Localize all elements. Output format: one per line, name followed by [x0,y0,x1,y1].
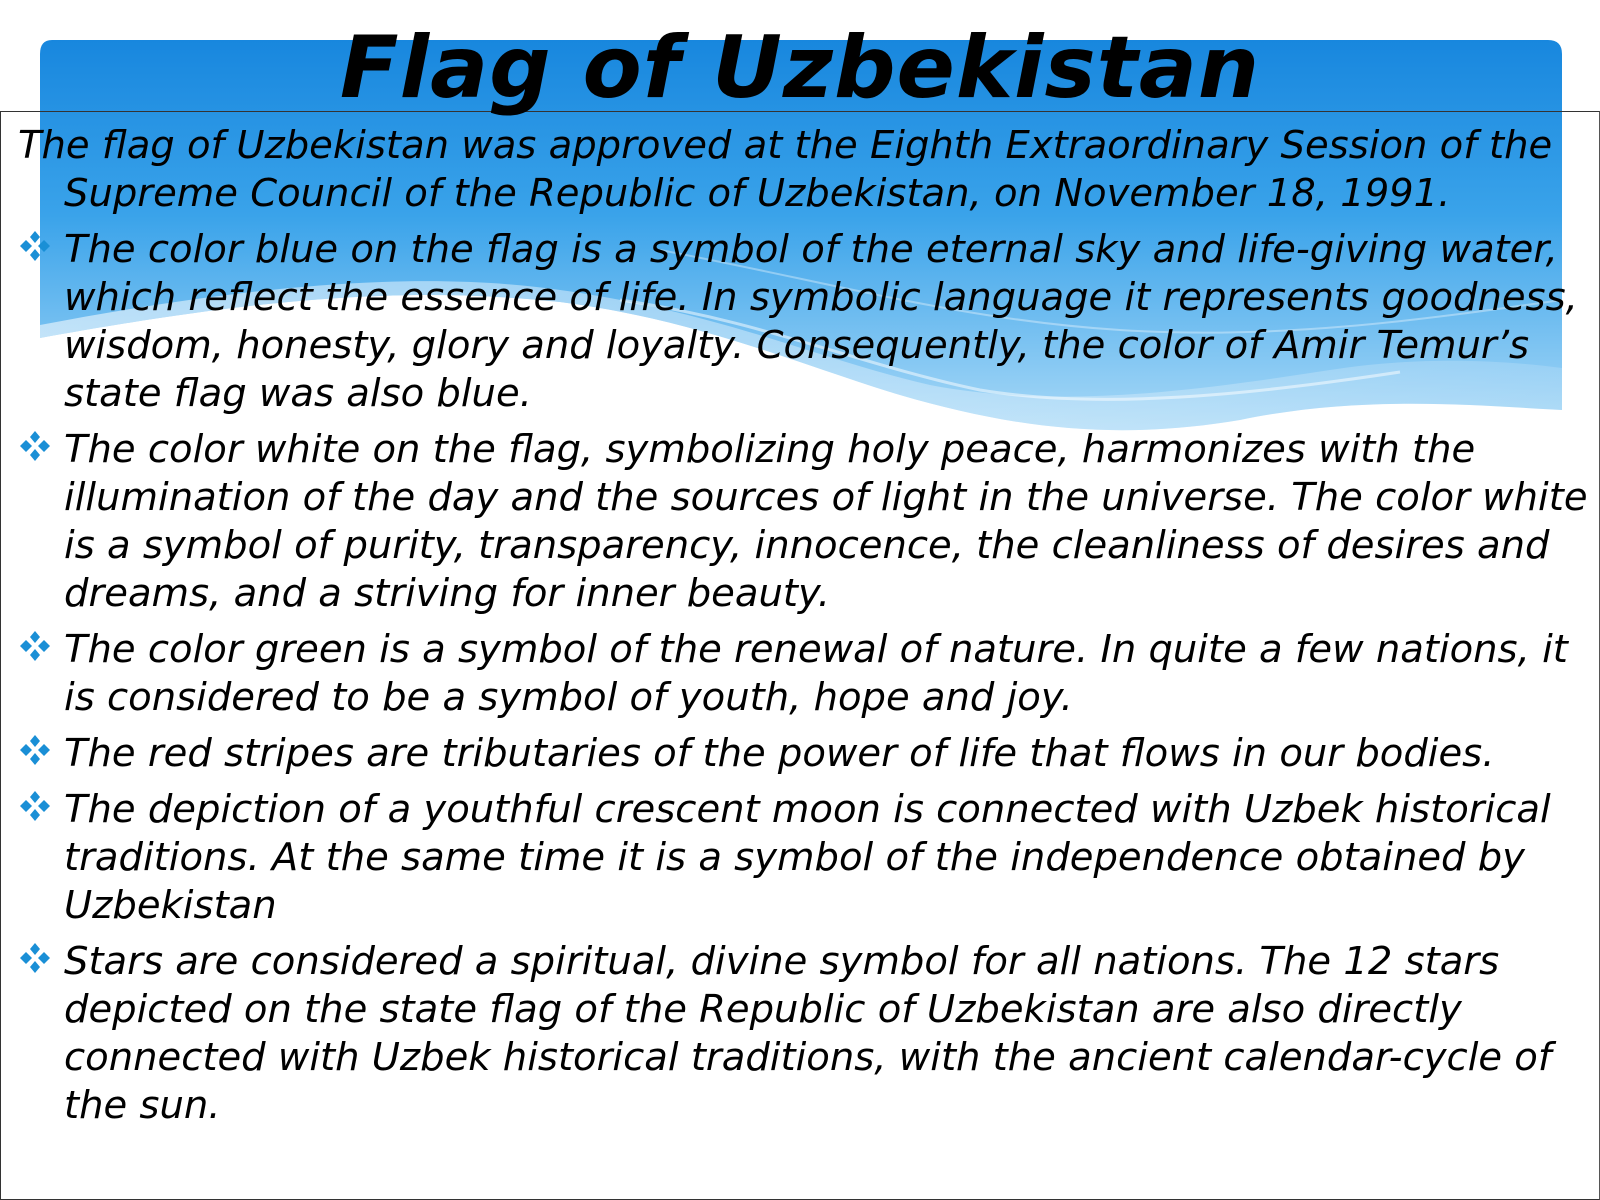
slide-title: Flag of Uzbekistan [339,18,1261,118]
diamond-cluster-icon [18,733,52,767]
bullet-item-red [18,730,1588,778]
bullet-text: The depiction of a youthful crescent moon is connected with Uzbek historical traditions. At the same time it is a symbol of the independence obtained by Uzbekistan [64,787,1551,928]
diamond-cluster-icon [18,429,52,463]
bullet-text: Stars are considered a spiritual, divine symbol for all nations. The 12 stars depicted on the state flag of the Republic of Uzbekistan are also directly connected with Uzbek historical traditions, with the ancient calendar-cycle of the sun. [64,939,1552,1128]
bullet-item-blue [18,226,1588,418]
intro-paragraph: The flag of Uzbekistan was approved at the Eighth Extraordinary Session of the Supreme Council of the Republic of Uzbekistan, on November 18, 1991. [18,123,1553,216]
bullet-item-crescent [18,786,1588,930]
bullet-text: The color blue on the flag is a symbol of the eternal sky and life-giving water, which reflect the essence of life. In symbolic language it represents goodness, wisdom, honesty, glory and loyalty. Consequently, the color of Amir Temur’s state flag was also blue. [64,227,1578,416]
diamond-cluster-icon [18,629,52,663]
slide-body [18,122,1588,1138]
bullet-item-green [18,626,1588,722]
bullet-item-white [18,426,1588,618]
bullet-text: The color green is a symbol of the renewal of nature. In quite a few nations, it is considered to be a symbol of youth, hope and joy. [64,627,1568,720]
diamond-cluster-icon [18,789,52,823]
bullet-text: The red stripes are tributaries of the power of life that flows in our bodies. [64,731,1495,776]
diamond-cluster-icon [18,941,52,975]
bullet-item-stars [18,938,1588,1130]
bullet-text: The color white on the flag, symbolizing holy peace, harmonizes with the illumination of the day and the sources of light in the universe. The color white is a symbol of purity, transparency, innocence, the cleanliness of desires and dreams, and a striving for inner beauty. [64,427,1588,616]
diamond-cluster-icon [18,229,52,263]
